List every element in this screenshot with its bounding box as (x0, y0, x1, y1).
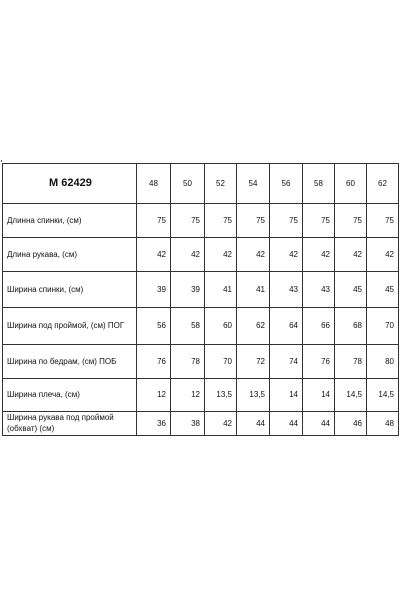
size-header-58: 58 (303, 164, 335, 204)
corner-mark (1, 160, 2, 162)
table-cell: 13,5 (237, 378, 270, 411)
row-label: Ширина плеча, (см) (3, 378, 137, 411)
size-header-60: 60 (335, 164, 367, 204)
table-cell: 14 (270, 378, 303, 411)
table-row (3, 344, 399, 378)
table-cell: 48 (367, 411, 399, 435)
table-row (3, 238, 399, 272)
table-row (3, 272, 399, 308)
table-cell: 74 (270, 344, 303, 378)
table-cell: 70 (205, 344, 237, 378)
table-row (3, 378, 399, 411)
table-cell: 12 (171, 378, 205, 411)
table-cell: 75 (137, 204, 171, 238)
table-cell: 39 (137, 272, 171, 308)
table-cell: 60 (205, 308, 237, 344)
row-label: Ширина под проймой, (см) ПОГ (3, 308, 137, 344)
table-cell: 41 (237, 272, 270, 308)
table-cell: 58 (171, 308, 205, 344)
table-cell: 14 (303, 378, 335, 411)
header-row (3, 164, 399, 204)
table-cell: 68 (335, 308, 367, 344)
table-cell: 62 (237, 308, 270, 344)
table-cell: 43 (270, 272, 303, 308)
table-cell: 80 (367, 344, 399, 378)
table-cell: 44 (237, 411, 270, 435)
table-cell: 12 (137, 378, 171, 411)
table-cell: 36 (137, 411, 171, 435)
table-cell: 75 (335, 204, 367, 238)
table-cell: 14,5 (367, 378, 399, 411)
size-header-62: 62 (367, 164, 399, 204)
table-cell: 38 (171, 411, 205, 435)
table-cell: 42 (171, 238, 205, 272)
table-cell: 76 (137, 344, 171, 378)
table-cell: 70 (367, 308, 399, 344)
table-cell: 42 (137, 238, 171, 272)
table-cell: 13,5 (205, 378, 237, 411)
table-cell: 14,5 (335, 378, 367, 411)
table-cell: 76 (303, 344, 335, 378)
table-cell: 45 (367, 272, 399, 308)
table-cell: 42 (205, 238, 237, 272)
table-cell: 46 (335, 411, 367, 435)
table-cell: 75 (367, 204, 399, 238)
table-cell: 64 (270, 308, 303, 344)
table-cell: 43 (303, 272, 335, 308)
table-cell: 78 (171, 344, 205, 378)
table-cell: 42 (237, 238, 270, 272)
table-cell: 75 (237, 204, 270, 238)
size-table (2, 163, 399, 436)
table-cell: 75 (171, 204, 205, 238)
row-label: Длина рукава, (см) (3, 238, 137, 272)
model-number: М 62429 (3, 164, 137, 204)
table-cell: 42 (270, 238, 303, 272)
row-label: Длинна спинки, (см) (3, 204, 137, 238)
table-cell: 39 (171, 272, 205, 308)
table-row (3, 308, 399, 344)
table-cell: 41 (205, 272, 237, 308)
size-header-52: 52 (205, 164, 237, 204)
table-cell: 42 (367, 238, 399, 272)
row-label: Ширина спинки, (см) (3, 272, 137, 308)
size-header-50: 50 (171, 164, 205, 204)
table-cell: 75 (270, 204, 303, 238)
table-cell: 42 (303, 238, 335, 272)
size-header-56: 56 (270, 164, 303, 204)
table-cell: 44 (270, 411, 303, 435)
table-cell: 66 (303, 308, 335, 344)
table-cell: 42 (335, 238, 367, 272)
table-cell: 45 (335, 272, 367, 308)
table-row (3, 411, 399, 435)
table-cell: 44 (303, 411, 335, 435)
table-cell: 75 (205, 204, 237, 238)
size-header-48: 48 (137, 164, 171, 204)
table-row (3, 204, 399, 238)
size-header-54: 54 (237, 164, 270, 204)
table-cell: 75 (303, 204, 335, 238)
table-cell: 72 (237, 344, 270, 378)
row-label: Ширина по бедрам, (см) ПОБ (3, 344, 137, 378)
table-cell: 56 (137, 308, 171, 344)
row-label: Ширина рукава под проймой (обхват) (см) (3, 411, 137, 435)
table-cell: 42 (205, 411, 237, 435)
table-cell: 78 (335, 344, 367, 378)
